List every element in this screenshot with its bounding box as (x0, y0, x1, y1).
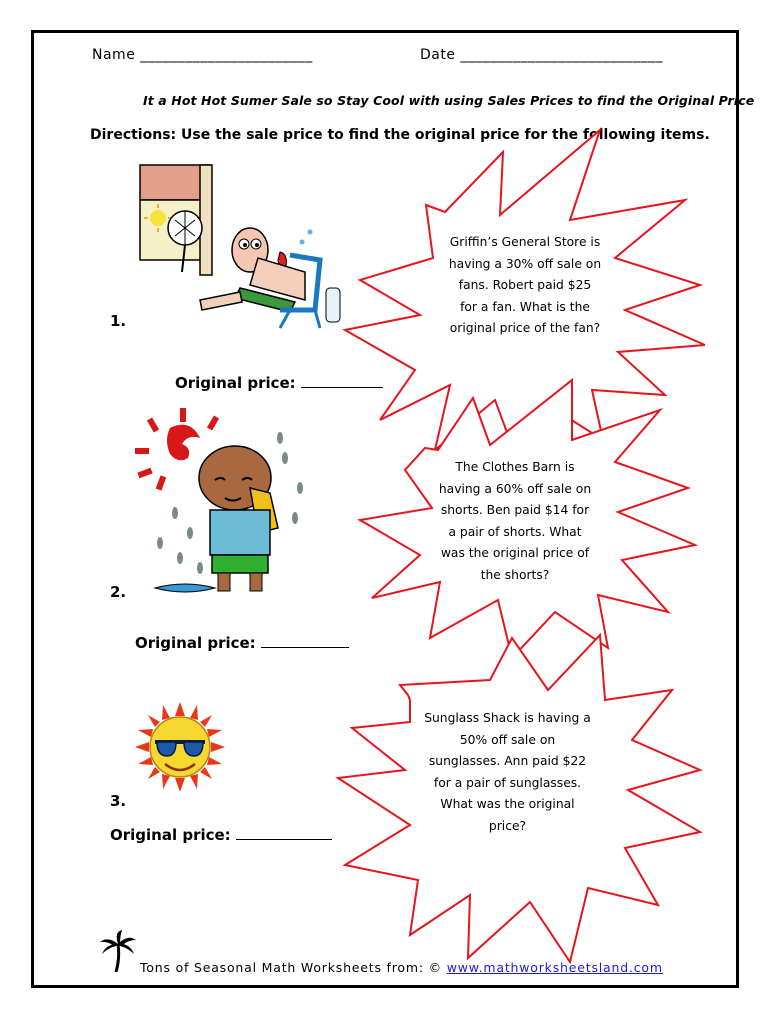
problem-2-number: 2. (110, 583, 127, 601)
answer-blank[interactable] (236, 825, 332, 840)
original-price-label: Original price: (135, 634, 256, 652)
name-line[interactable]: Name _______________________ (92, 47, 313, 63)
problem-1-text: Griffin’s General Store is having a 30% off sale on fans. Robert paid $25 for a fan. What is the original price of the fan? (448, 235, 602, 335)
footer (140, 960, 663, 975)
original-price-label: Original price: (175, 374, 296, 392)
palm-tree-icon (98, 930, 138, 972)
footer-text: Tons of Seasonal Math Worksheets from: © (140, 960, 447, 975)
original-price-label: Original price: (110, 826, 231, 844)
worksheet-title: It a Hot Hot Sumer Sale so Stay Cool with using Sales Prices to find the Original Price (143, 93, 755, 108)
date-line[interactable]: Date ___________________________ (420, 47, 663, 63)
problem-3-text: Sunglass Shack is having a 50% off sale on sunglasses. Ann paid $22 for a pair of sunglasses. What was the original price? (424, 711, 591, 833)
problem-3-answer[interactable] (110, 825, 332, 844)
footer-link[interactable]: www.mathworksheetsland.com (446, 960, 663, 975)
problem-1-number: 1. (110, 312, 127, 330)
problem-2-text: The Clothes Barn is having a 60% off sale on shorts. Ben paid $14 for a pair of shorts. What was the original price of the shorts? (438, 460, 592, 582)
directions: Directions: Use the sale price to find the original price for the following items. (90, 127, 710, 143)
problem-3-number: 3. (110, 792, 127, 810)
